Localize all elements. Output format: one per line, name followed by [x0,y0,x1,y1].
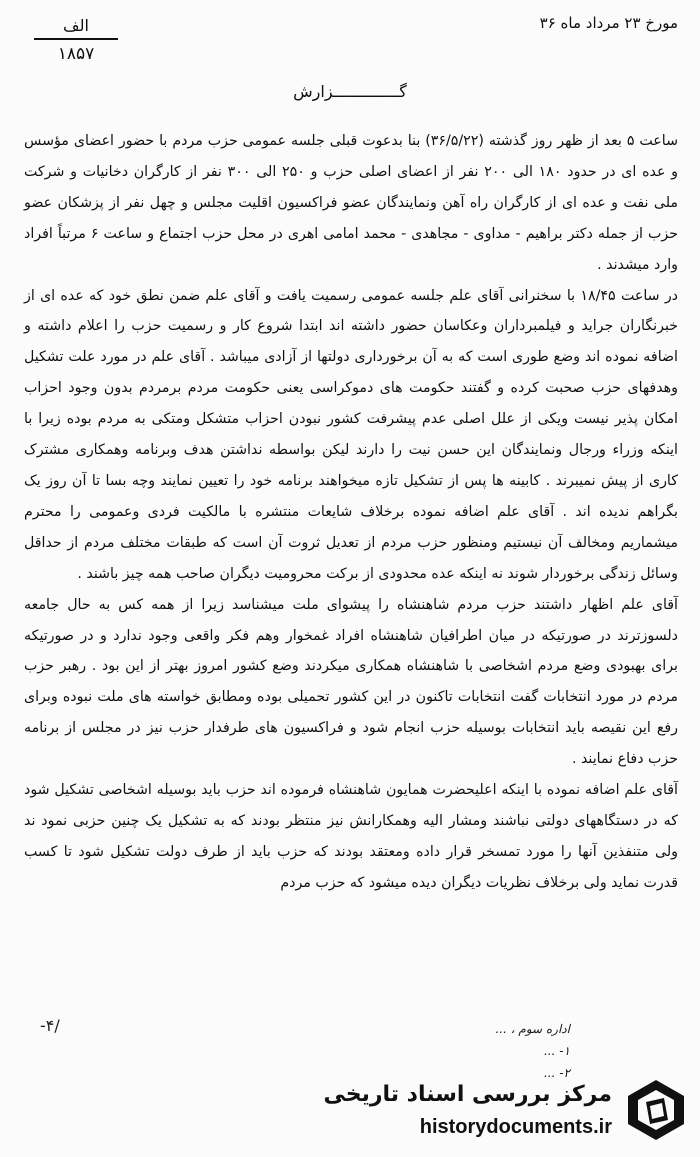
reference-series: الف [63,16,89,35]
reference-divider [34,38,118,40]
watermark-url: historydocuments.ir [419,1116,612,1138]
paragraph-4: آقای علم اضافه نموده با اینکه اعلیحضرت همایون شاهنشاه فرموده اند حزب باید بوسیله اشخاصی تشکیل شود که در دستگاههای دولتی نباشند ومشار الیه وهمکارانش نیز منتظر بودند که به تشکیل یک چنین حزبی نمود ند ولی متنفذین آنها را مورد تمسخر قرار داده ومعتقد بودند که حزب باید از طرف دولت تشکیل شود تا کسب قدرت نماید ولی برخلاف نظریات دیگران دیده میشود که حزب مردم [24,782,678,891]
note-line-2: ۱- ... [543,1044,570,1058]
archive-logo-icon [624,1078,688,1142]
note-line-1: اداره سوم ، ... [495,1022,570,1036]
document-date: مورخ ۲۳ مرداد ماه ۳۶ [539,14,678,32]
paragraph-1: ساعت ۵ بعد از ظهر روز گذشته (۳۶/۵/۲۲) بنا بدعوت قبلی جلسه عمومی حزب مردم با حضور اعضای مؤسس و عده ای در حدود ۱۸۰ الی ۲۰۰ نفر از اعضای اصلی حزب و ۲۵۰ الی ۳۰۰ نفر از کارگران دخانیات و شرکت ملی نفت و عده ای از کارگران راه آهن ونمایندگان عضو فراکسیون اقلیت مجلس و چهل نفر از پزشکان عضو حزب از جمله دکتر براهیم - مداوی - مجاهدی - محمد امامی اهری در محل حزب اجتماع و ساعت ۶ مرتباً افراد وارد میشدند . [24,133,679,273]
reference-number: ۱۸۵۷ [57,44,95,64]
document-title: گــــــــــــــزارش [293,82,407,101]
paragraph-2: در ساعت ۱۸/۴۵ با سخنرانی آقای علم جلسه عمومی رسمیت یافت و آقای علم ضمن نطق خود که عده ای از خبرنگاران جراید و فیلمبرداران وعکاسان حضور داشته اند ابتدا شروع کار و رسمیت حزب را اعلام داشته و اضافه نموده اند وضع طوری است که به آن برخورداری دولتها از آزادی میباشد . آقای علم در مورد علت تشکیل وهدفهای حزب صحبت کرده و گفتند حکومت های دموکراسی یعنی حکومت مردم برمردم بدون وجود احزاب امکان پذیر نیست ویکی از علل اصلی عدم پیشرفت کشور نبودن احزاب متشکل ومتکی به مردم بوده زیرا با اینکه وزراء ورجال ونمایندگان این حسن نیت را دارند لیکن بواسطه نداشتن هدف وبرنامه وهمکاری مشترک کاری از پیش نمیبرند . کابینه ها پس از تشکیل تازه میخواهند برنامه خود را تعیین نمایند وچه بسا تا آن روز یک بگراهم ندیده اند . آقای علم اضافه نموده برخلاف شایعات منتشره با مالکیت فردی وعمومی را محترم میشماریم ومخالف آن نیستیم ومنظور حزب مردم از تعدیل ثروت آن است که طبقات مختلف مردم از حداقل وسائل زندگی برخوردار شوند نه اینکه عده محدودی از برکت محرومیت دیگران صاحب همه چیز باشند . [24,287,679,582]
note-line-3: ۲- ... [543,1066,570,1080]
report-body [24,126,678,899]
reference-box [34,16,118,64]
watermark-persian: مرکز بررسی اسناد تاریخی [323,1082,612,1107]
watermark [323,1072,688,1150]
page-mark: -۴/ [40,1016,60,1035]
paragraph-3: آقای علم اظهار داشتند حزب مردم شاهنشاه را پیشوای ملت میشناسد زیرا از همه کس به حال جامعه دلسوزترند در صورتیکه در میان اطرافیان شاهنشاه افراد غمخوار وهم فکر واقعی وجود ندارد و در صورتیکه برای بهبودی وضع مردم اشخاصی با شاهنشاه همکاری میکردند وضع کشور امروز بهتر از این بود . رهبر حزب مردم در مورد انتخابات گفت انتخابات تاکنون در این کشور تحمیلی بوده ومطابق خواسته های ملت نبوده وبرای رفع این نقیصه باید انتخابات بوسیله حزب انجام شود و فراکسیون های طرفدار حزب نیز در مجلس از برنامه حزب دفاع نمایند . [24,596,678,768]
